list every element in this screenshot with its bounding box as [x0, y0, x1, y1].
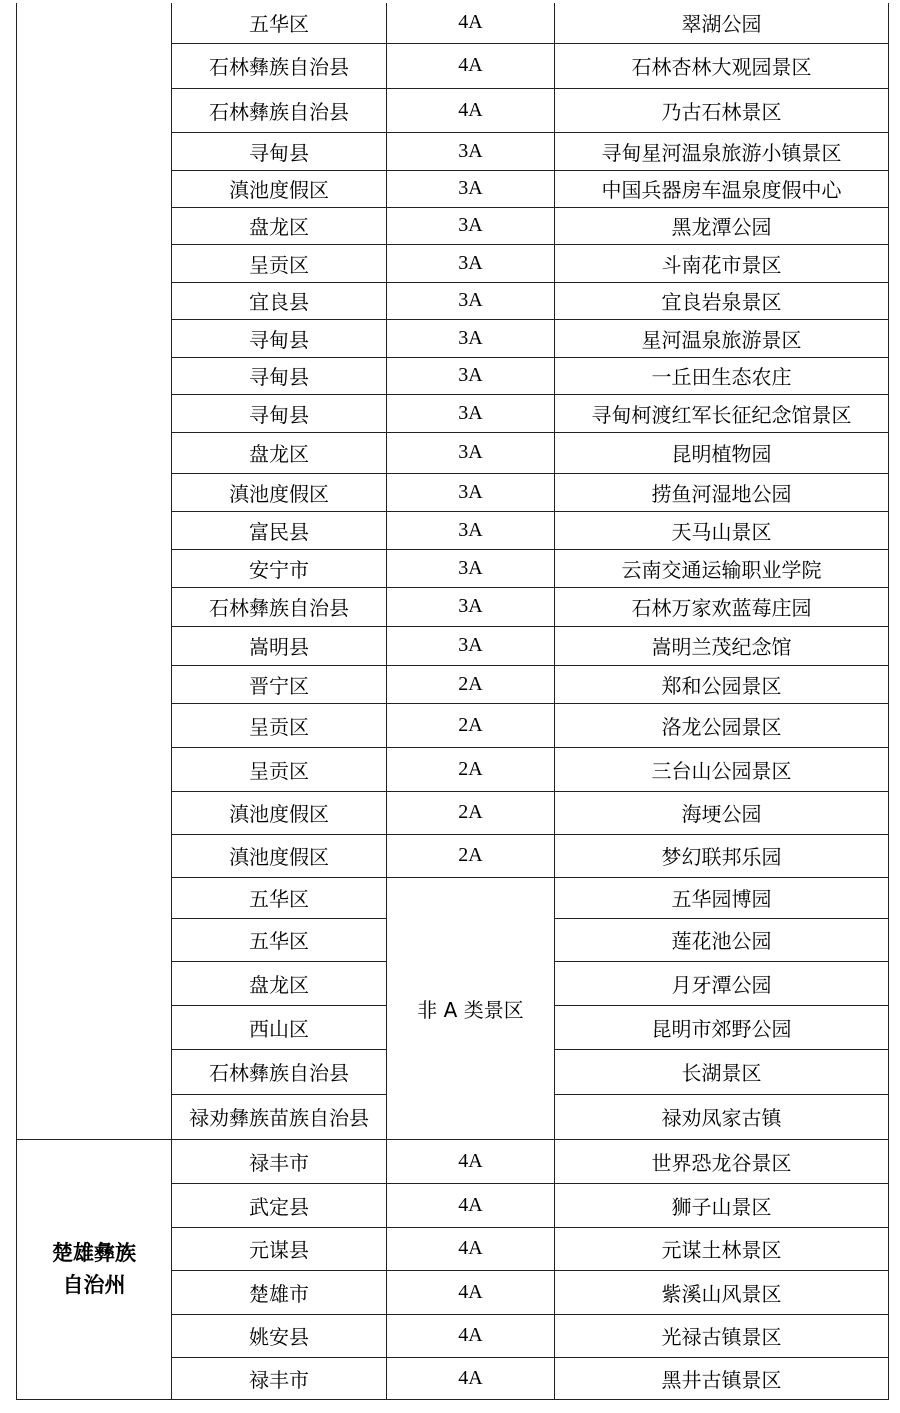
district-cell: 富民县 [172, 511, 387, 549]
group-name-cell [17, 3, 172, 1139]
scenic-site-cell: 五华园博园 [555, 877, 889, 918]
group-name-cell [17, 1139, 172, 1399]
scenic-site-cell: 嵩明兰茂纪念馆 [555, 626, 889, 665]
grade-cell: 2A [387, 791, 555, 834]
grade-cell: 3A [387, 244, 555, 282]
district-cell: 元谋县 [172, 1227, 387, 1270]
grade-cell: 3A [387, 394, 555, 432]
grade-cell: 4A [387, 88, 555, 132]
scenic-site-cell: 云南交通运输职业学院 [555, 549, 889, 587]
non-a-category-cell: 非 A 类景区 [387, 877, 555, 1139]
grade-cell: 3A [387, 132, 555, 170]
grade-cell: 3A [387, 282, 555, 319]
district-cell: 禄丰市 [172, 1139, 387, 1183]
grade-cell: 3A [387, 511, 555, 549]
scenic-site-cell: 宜良岩泉景区 [555, 282, 889, 319]
scenic-area-table [16, 3, 889, 1400]
grade-cell: 3A [387, 357, 555, 394]
scenic-site-cell: 翠湖公园 [555, 3, 889, 43]
grade-cell: 4A [387, 3, 555, 43]
grade-cell: 3A [387, 626, 555, 665]
district-cell: 楚雄市 [172, 1270, 387, 1314]
grade-cell: 3A [387, 207, 555, 244]
scenic-site-cell: 光禄古镇景区 [555, 1314, 889, 1357]
scenic-site-cell: 禄劝凤家古镇 [555, 1094, 889, 1139]
grade-cell: 3A [387, 432, 555, 473]
district-cell: 武定县 [172, 1183, 387, 1227]
grade-cell: 4A [387, 1357, 555, 1399]
scenic-site-cell: 一丘田生态农庄 [555, 357, 889, 394]
scenic-site-cell: 寻甸柯渡红军长征纪念馆景区 [555, 394, 889, 432]
scenic-site-cell: 紫溪山风景区 [555, 1270, 889, 1314]
scenic-site-cell: 梦幻联邦乐园 [555, 834, 889, 877]
district-cell: 姚安县 [172, 1314, 387, 1357]
grade-cell: 4A [387, 43, 555, 88]
scenic-site-cell: 元谋土林景区 [555, 1227, 889, 1270]
scenic-site-cell: 昆明市郊野公园 [555, 1005, 889, 1049]
grade-cell: 3A [387, 473, 555, 511]
district-cell: 五华区 [172, 918, 387, 961]
scenic-site-cell: 昆明植物园 [555, 432, 889, 473]
scenic-site-cell: 星河温泉旅游景区 [555, 319, 889, 357]
group-name-line-2: 自治州 [62, 1273, 126, 1297]
grade-cell: 2A [387, 665, 555, 703]
district-cell: 安宁市 [172, 549, 387, 587]
group-name-line-1: 楚雄彝族 [52, 1241, 136, 1265]
district-cell: 盘龙区 [172, 961, 387, 1005]
district-cell: 晋宁区 [172, 665, 387, 703]
scenic-site-cell: 捞鱼河湿地公园 [555, 473, 889, 511]
grade-cell: 4A [387, 1270, 555, 1314]
scenic-site-cell: 海埂公园 [555, 791, 889, 834]
grade-cell: 4A [387, 1183, 555, 1227]
grade-cell: 3A [387, 549, 555, 587]
grade-cell: 4A [387, 1139, 555, 1183]
scenic-site-cell: 洛龙公园景区 [555, 703, 889, 747]
scenic-site-cell: 郑和公园景区 [555, 665, 889, 703]
district-cell: 石林彝族自治县 [172, 1049, 387, 1094]
grade-cell: 4A [387, 1227, 555, 1270]
district-cell: 石林彝族自治县 [172, 587, 387, 626]
scenic-site-cell: 中国兵器房车温泉度假中心 [555, 170, 889, 207]
district-cell: 呈贡区 [172, 703, 387, 747]
grade-cell: 2A [387, 834, 555, 877]
district-cell: 滇池度假区 [172, 473, 387, 511]
district-cell: 滇池度假区 [172, 791, 387, 834]
scenic-site-cell: 黑井古镇景区 [555, 1357, 889, 1399]
table-row [17, 1139, 889, 1183]
scenic-site-cell: 月牙潭公园 [555, 961, 889, 1005]
grade-cell: 4A [387, 1314, 555, 1357]
scenic-site-cell: 长湖景区 [555, 1049, 889, 1094]
district-cell: 呈贡区 [172, 244, 387, 282]
grade-cell: 3A [387, 170, 555, 207]
district-cell: 呈贡区 [172, 747, 387, 791]
grade-cell: 2A [387, 703, 555, 747]
district-cell: 滇池度假区 [172, 170, 387, 207]
district-cell: 滇池度假区 [172, 834, 387, 877]
district-cell: 寻甸县 [172, 394, 387, 432]
scenic-site-cell: 石林杏林大观园景区 [555, 43, 889, 88]
scenic-site-cell: 黑龙潭公园 [555, 207, 889, 244]
grade-cell: 2A [387, 747, 555, 791]
grade-cell: 3A [387, 319, 555, 357]
district-cell: 西山区 [172, 1005, 387, 1049]
district-cell: 宜良县 [172, 282, 387, 319]
scenic-site-cell: 莲花池公园 [555, 918, 889, 961]
scenic-site-cell: 石林万家欢蓝莓庄园 [555, 587, 889, 626]
district-cell: 寻甸县 [172, 132, 387, 170]
scenic-site-cell: 乃古石林景区 [555, 88, 889, 132]
scenic-site-cell: 斗南花市景区 [555, 244, 889, 282]
scenic-site-cell: 狮子山景区 [555, 1183, 889, 1227]
district-cell: 石林彝族自治县 [172, 88, 387, 132]
district-cell: 盘龙区 [172, 207, 387, 244]
table-row [17, 3, 889, 43]
district-cell: 禄劝彝族苗族自治县 [172, 1094, 387, 1139]
district-cell: 石林彝族自治县 [172, 43, 387, 88]
district-cell: 寻甸县 [172, 319, 387, 357]
district-cell: 嵩明县 [172, 626, 387, 665]
scenic-site-cell: 世界恐龙谷景区 [555, 1139, 889, 1183]
district-cell: 寻甸县 [172, 357, 387, 394]
district-cell: 盘龙区 [172, 432, 387, 473]
scenic-site-cell: 三台山公园景区 [555, 747, 889, 791]
district-cell: 五华区 [172, 3, 387, 43]
grade-cell: 3A [387, 587, 555, 626]
district-cell: 五华区 [172, 877, 387, 918]
scenic-site-cell: 寻甸星河温泉旅游小镇景区 [555, 132, 889, 170]
scenic-site-cell: 天马山景区 [555, 511, 889, 549]
district-cell: 禄丰市 [172, 1357, 387, 1399]
